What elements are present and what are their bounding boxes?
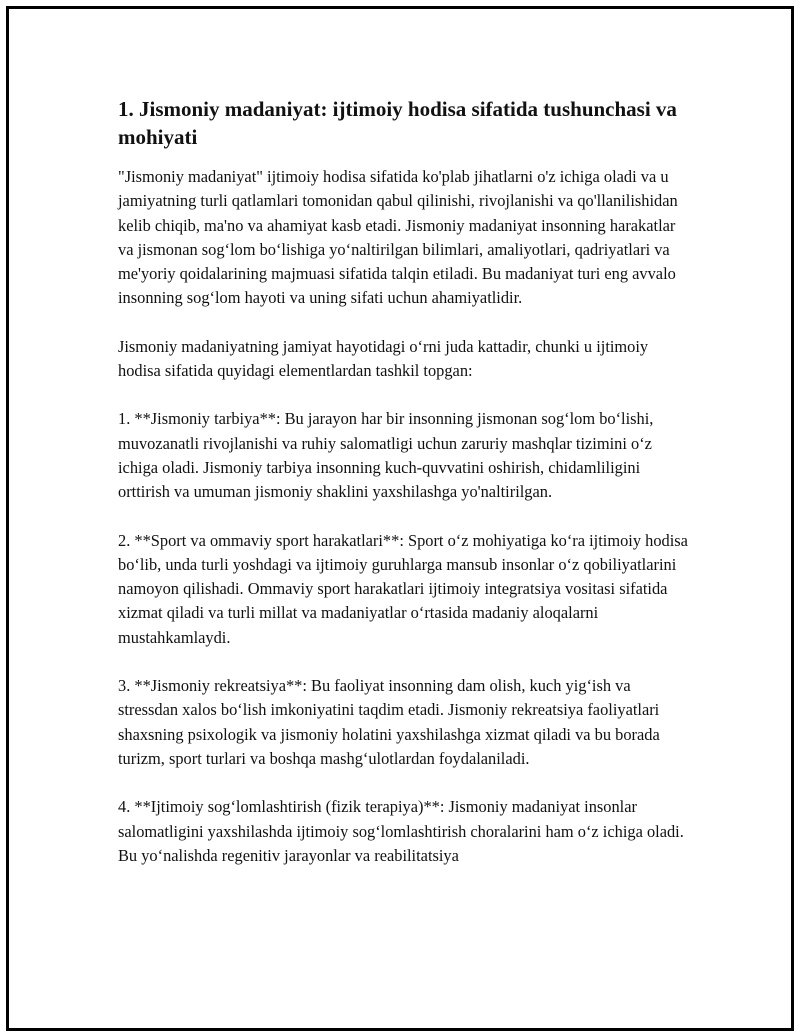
paragraph-intro: "Jismoniy madaniyat" ijtimoiy hodisa sifatida ko'plab jihatlarni o'z ichiga oladi va u jamiyatning turli qatlamlari tomonidan qabul qilinishi, rivojlanishi va qo'llanilishidan kelib chiqib, ma'no va ahamiyat kasb etadi. Jismoniy madaniyat insonning harakatlar va jismonan sog‘lom bo‘lishiga yo‘naltirilgan bilimlari, amaliyotlari, qadriyatlari va me'yoriy qoidalarining majmuasi sifatida talqin etiladi. Bu madaniyat turi eng avvalo insonning sog‘lom hayoti va uning sifati uchun ahamiyatlidir. xyxy=(118,167,678,308)
paragraph-role: Jismoniy madaniyatning jamiyat hayotidagi o‘rni juda kattadir, chunki u ijtimoiy hodisa sifatida quyidagi elementlardan tashkil topgan: xyxy=(118,336,649,381)
document-content xyxy=(118,95,688,892)
document-page xyxy=(6,6,794,1031)
section-heading: 1. Jismoniy madaniyat: ijtimoiy hodisa sifatida tushunchasi va mohiyati xyxy=(118,97,677,149)
list-item-sport: 2. **Sport va ommaviy sport harakatlari**: Sport o‘z mohiyatiga ko‘ra ijtimoiy hodisa bo‘lib, unda turli yoshdagi va ijtimoiy guruhlarga mansub insonlar o‘z qobiliyatlarini namoyon qilishadi. Ommaviy sport harakatlari ijtimoiy integratsiya vositasi sifatida xizmat qiladi va turli millat va madaniyatlar o‘rtasida madaniy aloqalarni mustahkamlaydi. xyxy=(118,530,688,647)
list-item-physical-education: 1. **Jismoniy tarbiya**: Bu jarayon har bir insonning jismonan sog‘lom bo‘lishi, muvozanatli rivojlanishi va ruhiy salomatligi uchun zaruriy mashqlar tizimini o‘z ichiga oladi. Jismoniy tarbiya insonning kuch-quvvatini oshirish, chidamliligini orttirish va umuman jismoniy shaklini yaxshilashga yo'naltirilgan. xyxy=(118,409,654,502)
list-item-recreation: 3. **Jismoniy rekreatsiya**: Bu faoliyat insonning dam olish, kuch yig‘ish va stressdan xalos bo‘lish imkoniyatini taqdim etadi. Jismoniy rekreatsiya faoliyatlari shaxsning psixologik va jismoniy holatini yaxshilashga xizmat qiladi va bu borada turizm, sport turlari va boshqa mashg‘ulotlardan foydalaniladi. xyxy=(118,676,660,768)
list-item-health-improvement: 4. **Ijtimoiy sog‘lomlashtirish (fizik terapiya)**: Jismoniy madaniyat insonlar salomatligini yaxshilashda ijtimoiy sog‘lomlashtirish choralarini ham o‘z ichiga oladi. Bu yo‘nalishda regenitiv jarayonlar va reabilitatsiya xyxy=(118,797,684,865)
